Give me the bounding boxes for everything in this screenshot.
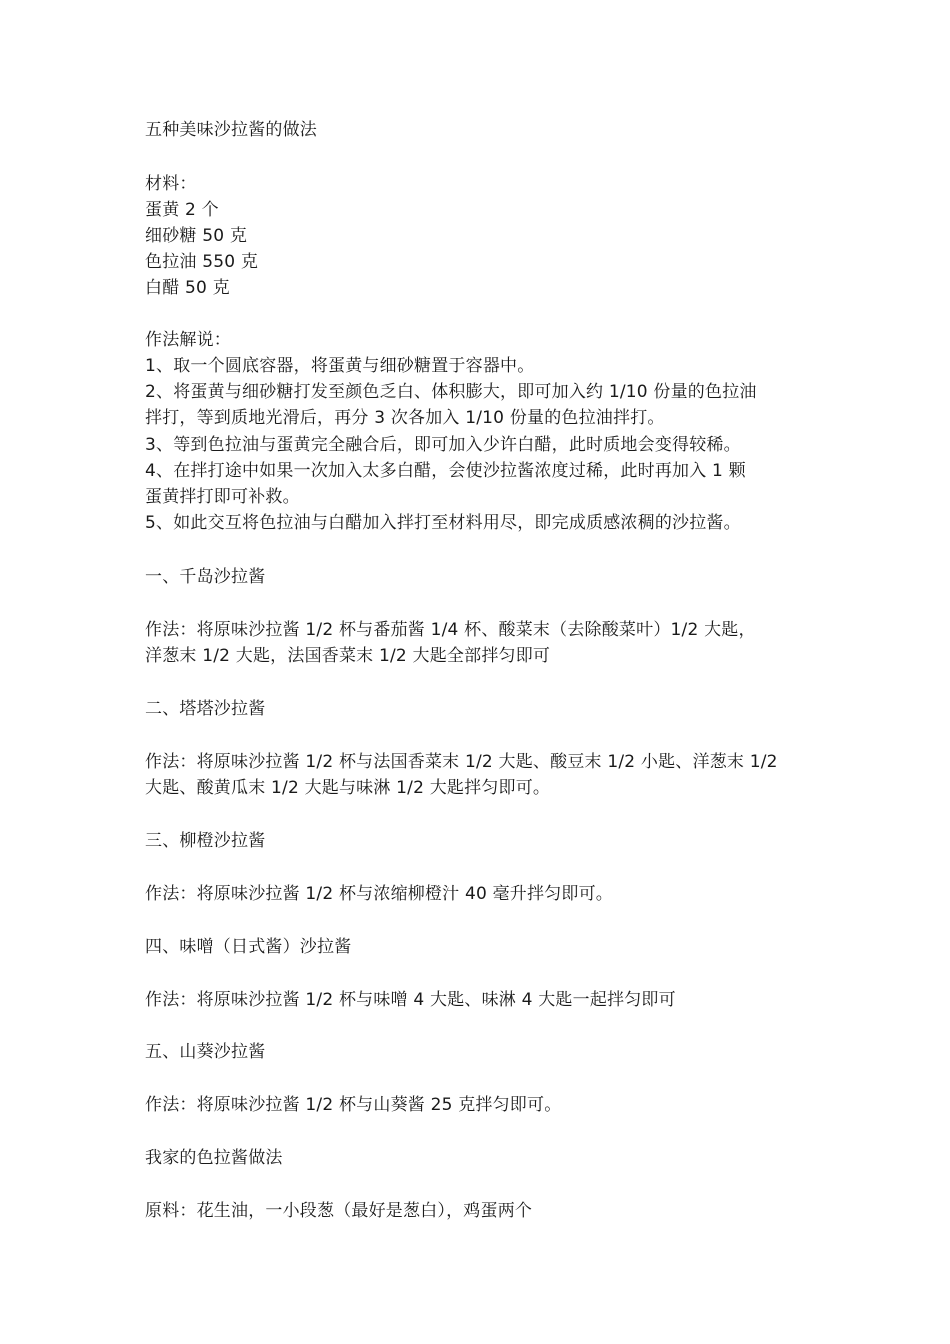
section-text: 大匙、酸黄瓜末 1/2 大匙与味淋 1/2 大匙拌匀即可。 [145,778,551,798]
section-text: 洋葱末 1/2 大匙，法国香菜末 1/2 大匙全部拌匀即可 [145,646,551,666]
material-item: 蛋黄 2 个 [145,200,219,220]
method-line: 4、在拌打途中如果一次加入太多白醋，会使沙拉酱浓度过稀，此时再加入 1 颗 [145,461,746,481]
method-line: 蛋黄拌打即可补救。 [145,487,300,507]
section-text: 作法：将原味沙拉酱 1/2 杯与法国香菜末 1/2 大匙、酸豆末 1/2 小匙、洋葱末 1/2 [145,752,778,772]
material-item: 色拉油 550 克 [145,252,259,272]
section-text: 作法：将原味沙拉酱 1/2 杯与番茄酱 1/4 杯、酸菜末（去除酸菜叶）1/2 大匙， [145,620,756,640]
section-heading: 四、味噌（日式酱）沙拉酱 [145,937,352,957]
section-text: 作法：将原味沙拉酱 1/2 杯与山葵酱 25 克拌匀即可。 [145,1095,562,1115]
section-heading: 一、千岛沙拉酱 [145,567,266,587]
document-title: 五种美味沙拉酱的做法 [145,120,317,140]
section-heading: 二、塔塔沙拉酱 [145,699,266,719]
section-heading: 五、山葵沙拉酱 [145,1042,266,1062]
home-recipe-ingredients: 原料：花生油，一小段葱（最好是葱白），鸡蛋两个 [145,1201,533,1221]
section-text: 作法：将原味沙拉酱 1/2 杯与浓缩柳橙汁 40 毫升拌匀即可。 [145,884,614,904]
method-line: 2、将蛋黄与细砂糖打发至颜色乏白、体积膨大，即可加入约 1/10 份量的色拉油 [145,382,757,402]
method-line: 1、取一个圆底容器，将蛋黄与细砂糖置于容器中。 [145,356,535,376]
home-recipe-heading: 我家的色拉酱做法 [145,1148,283,1168]
materials-heading: 材料： [145,174,197,194]
section-text: 作法：将原味沙拉酱 1/2 杯与味噌 4 大匙、味淋 4 大匙一起拌匀即可 [145,990,676,1010]
material-item: 细砂糖 50 克 [145,226,248,246]
section-heading: 三、柳橙沙拉酱 [145,831,266,851]
method-line: 拌打，等到质地光滑后，再分 3 次各加入 1/10 份量的色拉油拌打。 [145,408,665,428]
method-line: 5、如此交互将色拉油与白醋加入拌打至材料用尽，即完成质感浓稠的沙拉酱。 [145,513,741,533]
method-heading: 作法解说： [145,330,231,350]
method-line: 3、等到色拉油与蛋黄完全融合后，即可加入少许白醋，此时质地会变得较稀。 [145,435,741,455]
material-item: 白醋 50 克 [145,278,230,298]
